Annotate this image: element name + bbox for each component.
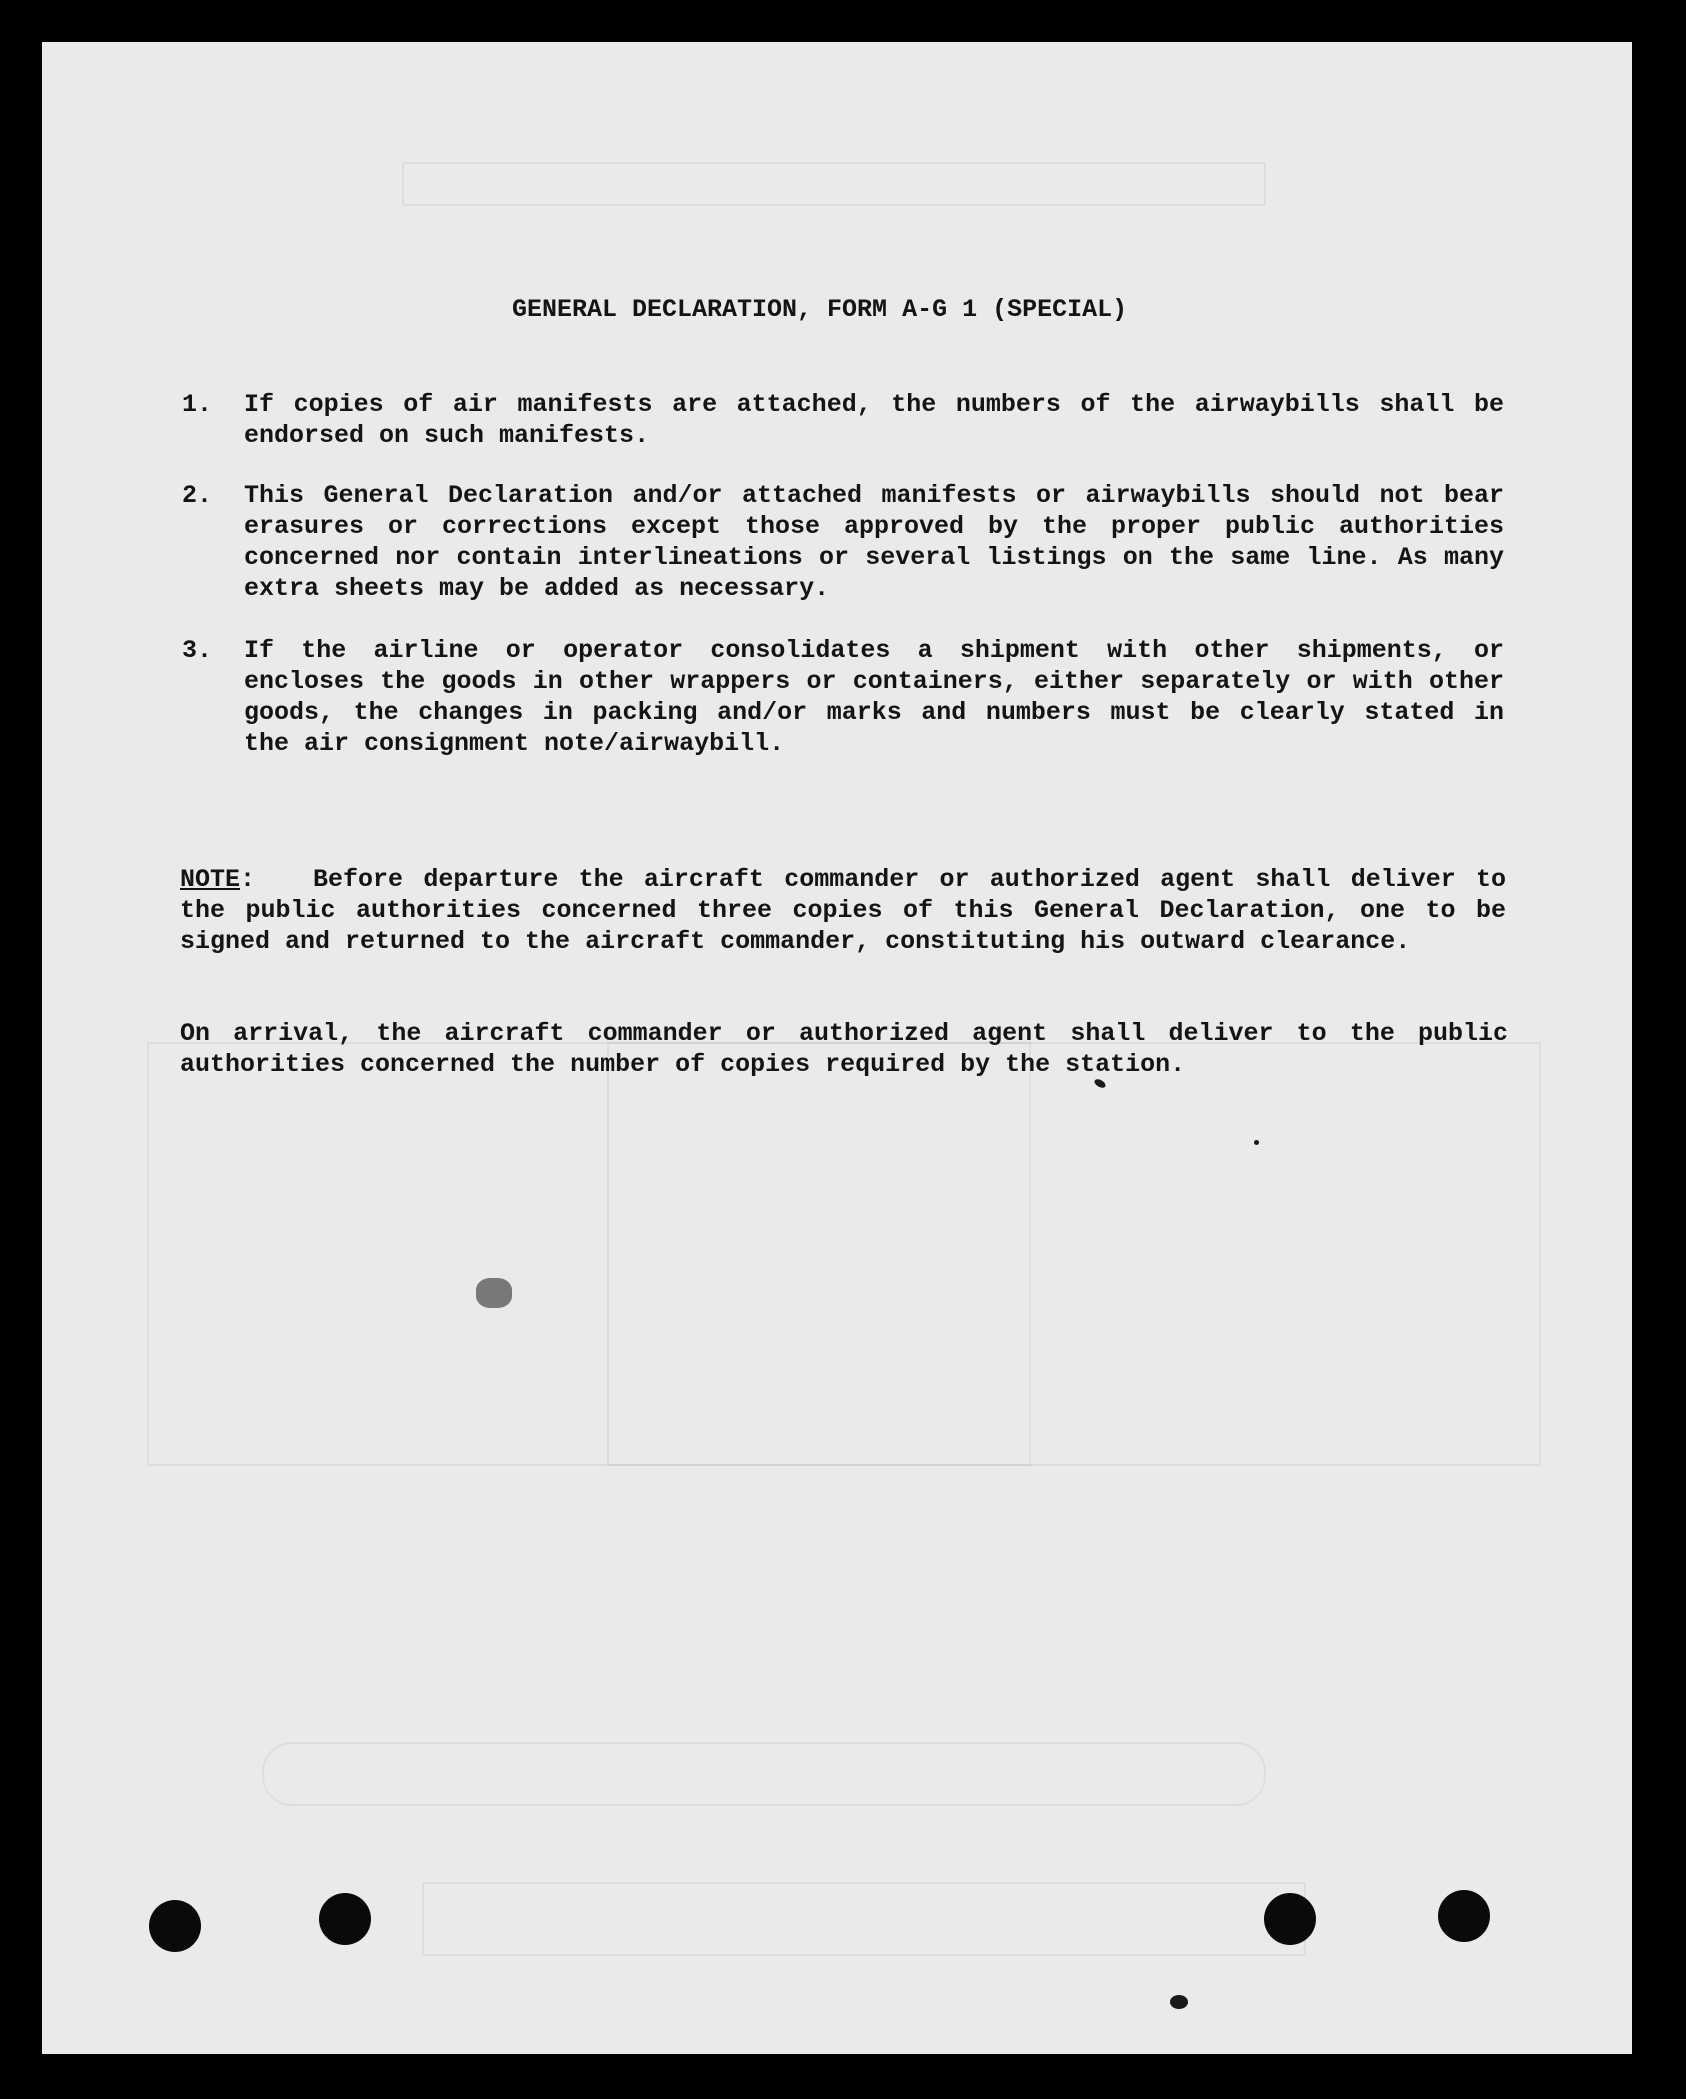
punch-hole xyxy=(1438,1890,1490,1942)
item-text: This General Declaration and/or attached manifests or airwaybills should not bear erasures or corrections except those approved by the proper public authorities concerned nor contain interlineations or several listings on the same line. As many extra sheets may be added as necessary. xyxy=(244,481,1504,603)
punch-hole xyxy=(1264,1893,1316,1945)
ink-smudge xyxy=(476,1278,512,1308)
note-label: NOTE xyxy=(180,865,241,894)
document-page xyxy=(42,42,1632,2054)
arrival-paragraph: On arrival, the aircraft commander or authorized agent shall deliver to the public authorities concerned the number of copies required by the station. xyxy=(180,1019,1508,1079)
item-number: 1. xyxy=(182,390,213,419)
note-colon: : xyxy=(240,865,256,894)
item-number: 2. xyxy=(182,481,213,510)
punch-hole xyxy=(149,1900,201,1952)
ink-speck xyxy=(1170,1995,1188,2009)
note-text: Before departure the aircraft commander or authorized agent shall deliver to the public authorities concerned three copies of this General Declaration, one to be signed and returned to the aircraft commander, constituting his outward clearance. xyxy=(180,865,1506,956)
page-title: GENERAL DECLARATION, FORM A-G 1 (SPECIAL) xyxy=(512,295,1128,324)
note-paragraph xyxy=(180,864,1506,957)
item-text: If the airline or operator consolidates a shipment with other shipments, or encloses the goods in other wrappers or containers, either separately or with other goods, the changes in packing and/or marks and numbers must be clearly stated in the air consignment note/airwaybill. xyxy=(244,636,1504,758)
item-number: 3. xyxy=(182,636,213,665)
punch-hole xyxy=(319,1893,371,1945)
ink-speck xyxy=(1254,1140,1259,1145)
item-text: If copies of air manifests are attached, the numbers of the airwaybills shall be endorsed on such manifests. xyxy=(244,390,1504,450)
document-content xyxy=(42,42,1632,2054)
